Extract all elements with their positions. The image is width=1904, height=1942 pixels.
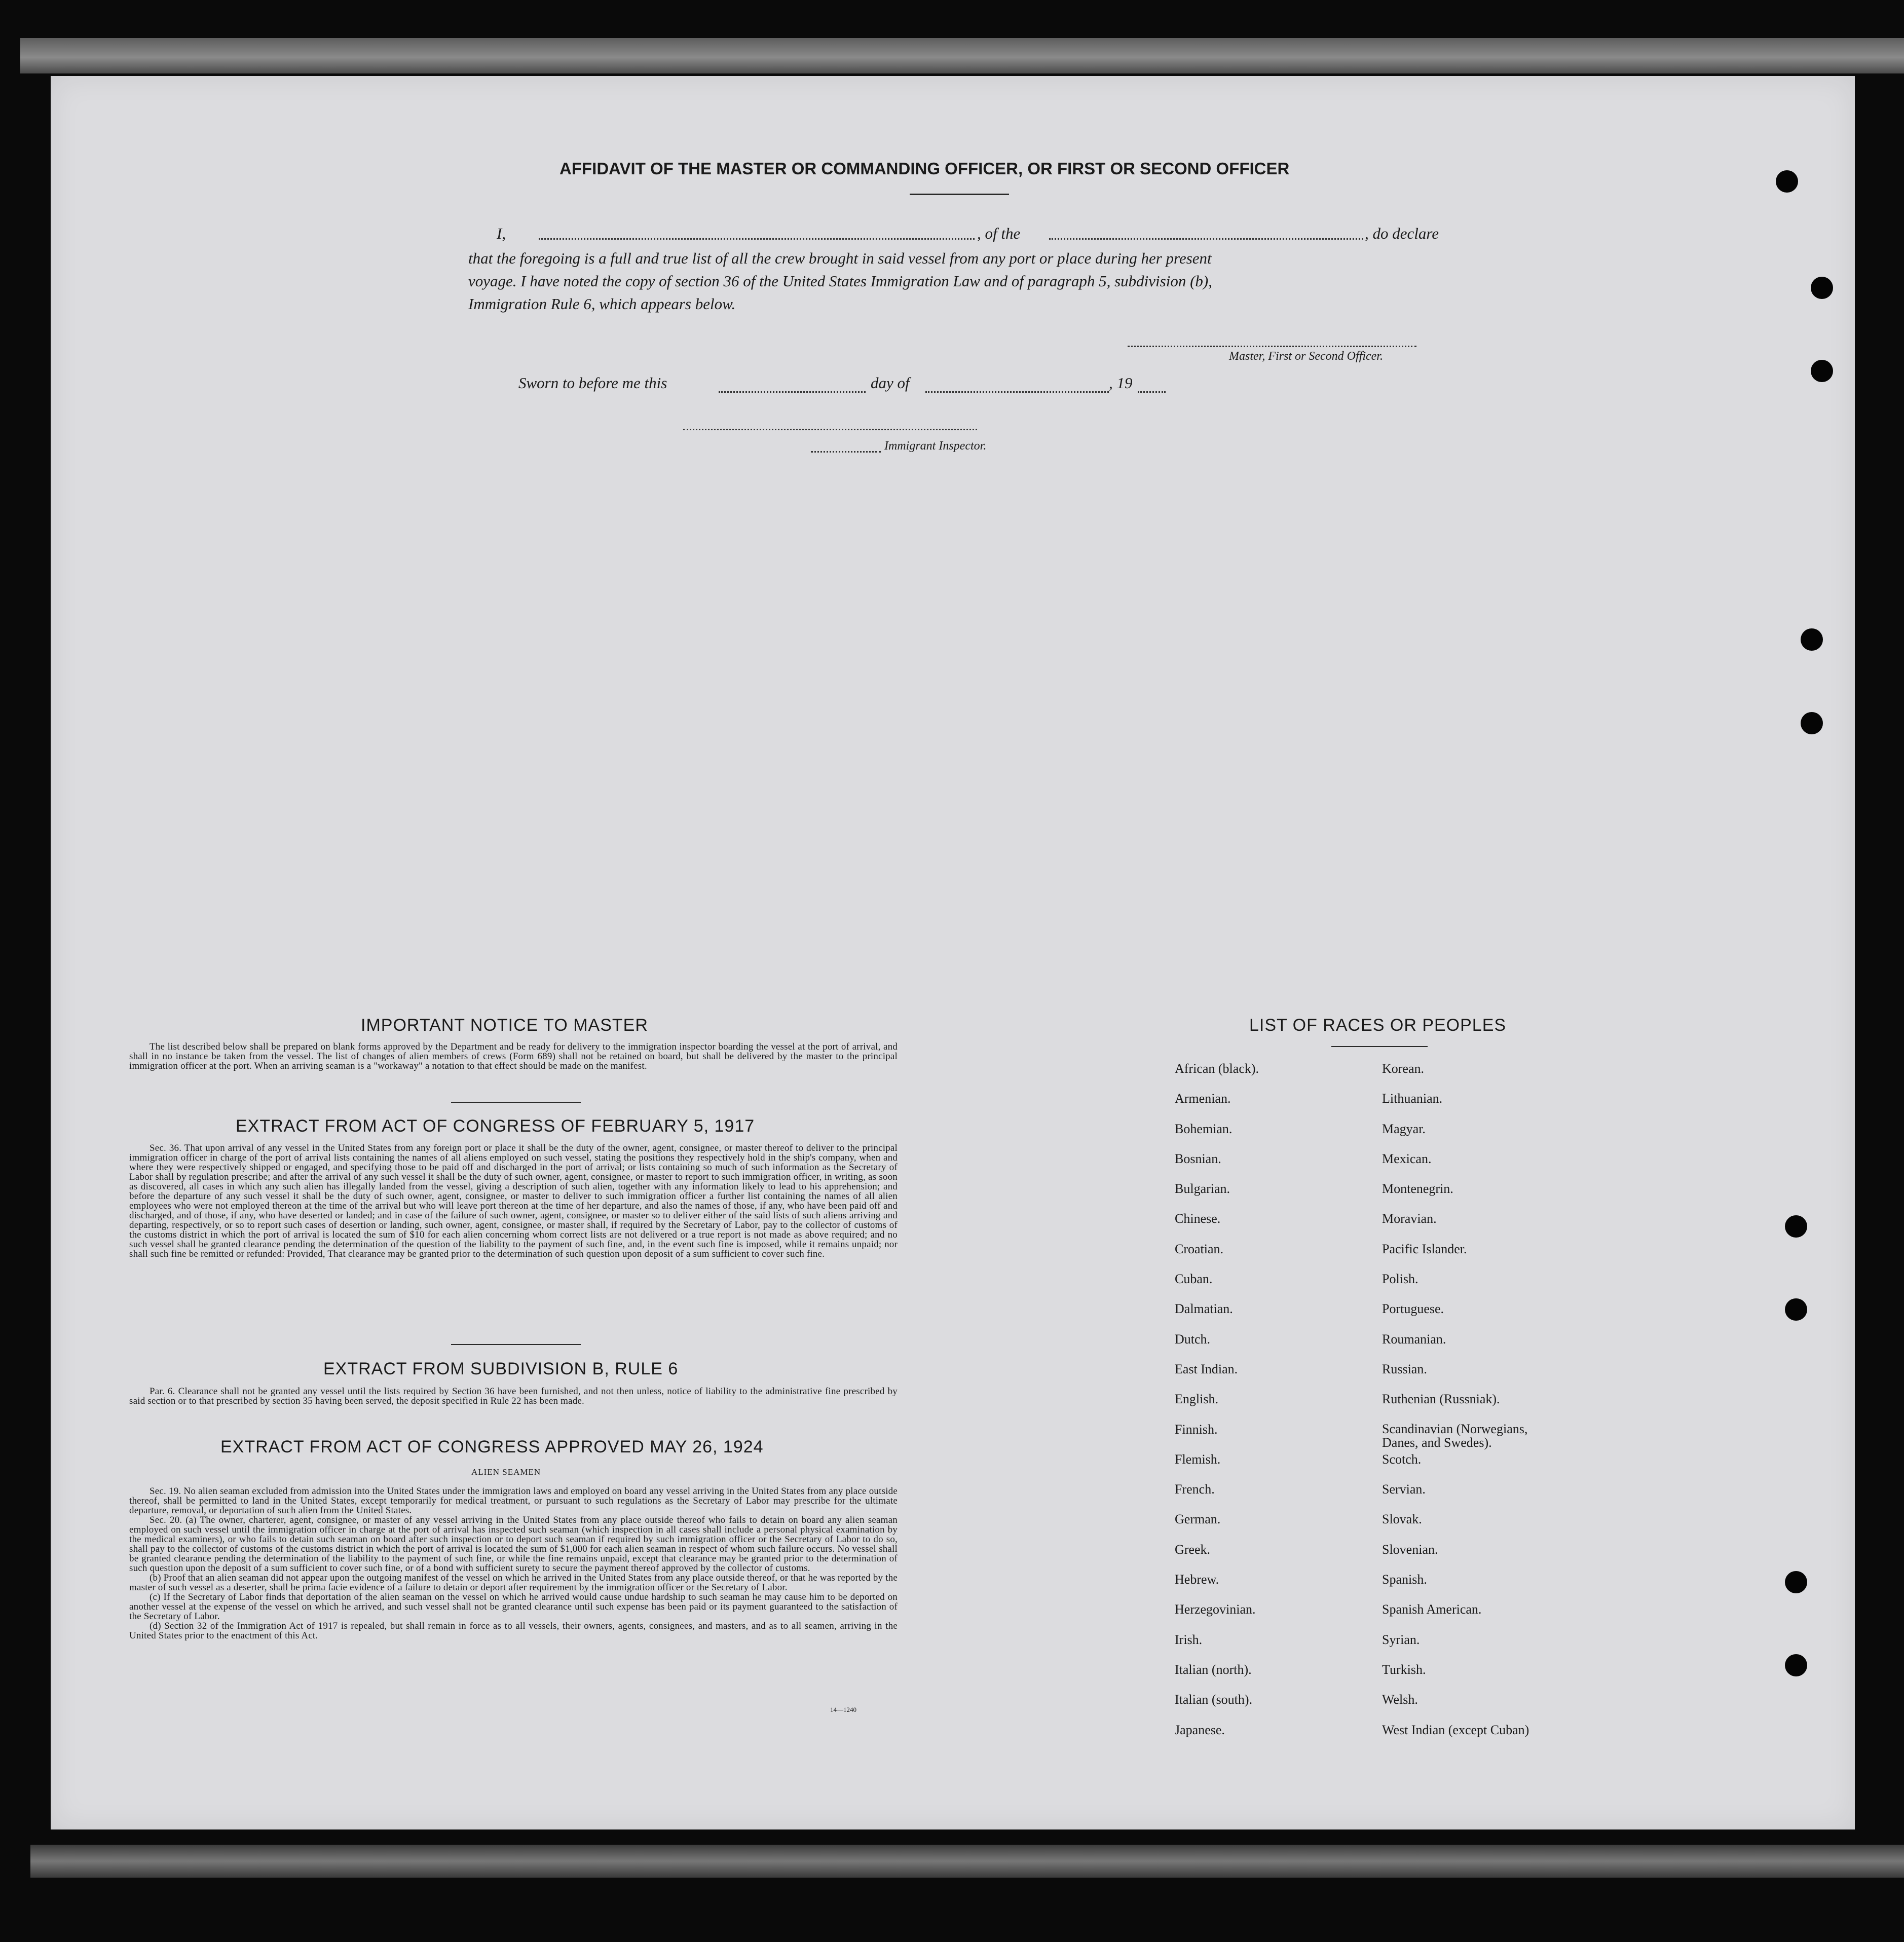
race-item: Herzegovinian. — [1175, 1602, 1256, 1617]
race-item: Armenian. — [1175, 1091, 1231, 1106]
race-item: Pacific Islander. — [1382, 1241, 1467, 1256]
notice-title: IMPORTANT NOTICE TO MASTER — [361, 1016, 648, 1035]
section-divider — [451, 1102, 581, 1103]
race-item: Welsh. — [1382, 1692, 1418, 1707]
inspector-caption: Immigrant Inspector. — [884, 439, 987, 453]
vessel-blank[interactable] — [1049, 238, 1363, 240]
race-item: Korean. — [1382, 1061, 1425, 1076]
race-item: Spanish. — [1382, 1572, 1427, 1587]
binder-hole — [1785, 1298, 1807, 1321]
race-item: Hebrew. — [1175, 1572, 1219, 1587]
extract-1924-paragraph: Sec. 20. (a) The owner, charterer, agent, consignee, or master of any vessel arriving in the United States from any place outside thereof who fails to detain on board any alien seaman employed on such vessel until the immigration officer in charge at the port of arrival has inspected such seaman (which inspection in all cases shall include a personal physical examination by the medical examiners), or who fails to detain such seaman on board after such inspection or to deport such seaman if required by such immigration officer or the Secretary of Labor to do so, shall pay to the collector of customs of the customs district in which the port of arrival is located the sum of $1,000 for each alien seaman in respect of whom such failure occurs. No vessel shall be granted clearance pending the determination of the liability to the payment of such fine, or while the fine remains unpaid, except that clearance may be granted prior to the determination of such question upon the deposit of a sum sufficient to cover such fine, or of a bond with sufficient surety to secure the payment thereof approved by the collector of customs. — [129, 1515, 898, 1574]
affidavit-of-the-label: , of the — [977, 225, 1021, 242]
race-item: German. — [1175, 1512, 1221, 1527]
race-item: Turkish. — [1382, 1662, 1426, 1677]
race-item: Magyar. — [1382, 1121, 1426, 1136]
scan-top-edge — [20, 38, 1904, 73]
race-item: Dalmatian. — [1175, 1301, 1233, 1317]
race-item: East Indian. — [1175, 1361, 1238, 1376]
extract-1917-paragraph: Sec. 36. That upon arrival of any vessel in the United States from any foreign port or place it shall be the duty of the owner, agent, consignee, or master thereof to deliver to the principal immigration officer in charge of the port of arrival lists containing the names of all aliens employed on such vessel, stating the positions they respectively hold in the ship's company, when and where they were respectively shipped or engaged, and specifying those to be paid off and discharged in the port of arrival; or lists containing so much of such information as the Secretary of Labor shall by regulation prescribe; and after the arrival of any such vessel it shall be the duty of such owner, agent, consignee, or master to report to such immigration officer, in writing, as soon as discovered, all cases in which any such alien has illegally landed from the vessel, giving a description of such alien, together with any information likely to lead to his apprehension; and before the departure of any such vessel it shall be the duty of such owner, agent, consignee, or master to deliver to such immigration officer a further list containing the names of all alien employees who were not employed thereon at the time of the arrival but who will leave port thereon at the time of her departure, and also the names of those, if any, who have been paid off and discharged, and of those, if any, who have deserted or landed; and in case of the failure of such owner, agent, consignee, or master so to deliver either of the said lists of such aliens arriving and departing, respectively, or so to report such cases of desertion or landing, such owner, agent, consignee, or master shall, if required by the Secretary of Labor, pay to the collector of customs of the customs district in which the port of arrival is located the sum of $10 for each alien concerning whom correct lists are not delivered or a true report is not made as above required; and no such vessel shall be granted clearance pending the determination of the question of the liability to the payment of such fine, and, in the event such fine is imposed, while it remains unpaid; nor shall such fine be remitted or refunded: Provided, That clearance may be granted prior to the determination of such question upon deposit of a sum sufficient to cover such fine. — [129, 1143, 898, 1259]
race-item: Finnish. — [1175, 1422, 1218, 1437]
binder-hole — [1776, 170, 1798, 193]
extract-1924-paragraph: Sec. 19. No alien seaman excluded from admission into the United States under the immigration laws and employed on board any vessel arriving in the United States from any place outside thereof, shall be permitted to land in the United States, except temporarily for medical treatment, or pursuant to such regulations as the Secretary of Labor may prescribe for the ultimate departure, removal, or deportation of such alien from the United States. — [129, 1486, 898, 1516]
affidavit-title: AFFIDAVIT OF THE MASTER OR COMMANDING OFFICER, OR FIRST OR SECOND OFFICER — [559, 159, 1290, 178]
race-item: Croatian. — [1175, 1241, 1224, 1256]
binder-hole — [1801, 628, 1823, 651]
extract-rule6-title: EXTRACT FROM SUBDIVISION B, RULE 6 — [323, 1359, 679, 1378]
extract-1924-text — [129, 1486, 898, 1640]
section-divider — [451, 1344, 581, 1345]
race-item: Italian (north). — [1175, 1662, 1252, 1677]
sworn-year-label: , 19 — [1109, 374, 1133, 392]
race-item: Montenegrin. — [1382, 1181, 1453, 1197]
race-item: West Indian (except Cuban) — [1382, 1722, 1529, 1737]
race-item: Russian. — [1382, 1361, 1427, 1376]
race-item: Bohemian. — [1175, 1121, 1233, 1136]
affidavit-text-line: voyage. I have noted the copy of section 36 of the United States Immigration Law and of paragraph 5, subdivision (b), — [468, 272, 1212, 290]
inspector-signature-lead — [811, 451, 881, 453]
binder-hole — [1785, 1654, 1807, 1676]
sworn-year-blank[interactable] — [1138, 391, 1166, 393]
race-item: Japanese. — [1175, 1722, 1225, 1737]
affidavit-text-line: that the foregoing is a full and true list of all the crew brought in said vessel from any port or place during her present — [468, 249, 1212, 267]
race-item: English. — [1175, 1392, 1218, 1407]
races-left-column — [1175, 1061, 1259, 1752]
race-item: Lithuanian. — [1382, 1091, 1443, 1106]
race-item: Cuban. — [1175, 1272, 1213, 1287]
extract-rule6-paragraph: Par. 6. Clearance shall not be granted any vessel until the lists required by Section 36 have been furnished, and not then unless, notice of liability to the administrative fine prescribed by said section or to that prescribed by section 35 having been served, the deposit specified in Rule 22 has been made. — [129, 1386, 898, 1406]
affidavit-i-label: I, — [497, 225, 506, 242]
affidavit-text-line: Immigration Rule 6, which appears below. — [468, 295, 736, 313]
binder-hole — [1811, 277, 1833, 299]
race-item: Bulgarian. — [1175, 1181, 1230, 1197]
officer-signature-blank[interactable] — [1128, 346, 1416, 347]
race-item: Moravian. — [1382, 1211, 1437, 1226]
sworn-prefix: Sworn to before me this — [518, 374, 667, 392]
binder-hole — [1801, 712, 1823, 734]
race-item: Dutch. — [1175, 1331, 1211, 1347]
race-item: Slovak. — [1382, 1512, 1422, 1527]
inspector-signature-blank[interactable] — [683, 429, 977, 430]
extract-1924-paragraph: (b) Proof that an alien seaman did not appear upon the outgoing manifest of the vessel on which he arrived in the United States from any place outside thereof, or that he was reported by the master of such vessel as a deserter, shall be prima facie evidence of a failure to detain or deport after requirement by the immigration officer or the Secretary of Labor. — [129, 1573, 898, 1593]
race-item: Portuguese. — [1382, 1301, 1444, 1317]
extract-1917-title: EXTRACT FROM ACT OF CONGRESS OF FEBRUARY 5, 1917 — [236, 1116, 755, 1136]
extract-1924-paragraph: (c) If the Secretary of Labor finds that deportation of the alien seaman on the vessel on which he arrived would cause undue hardship to such seaman he may cause him to be deported on another vessel at the expense of the vessel on which he arrived, and such vessel shall not be granted clearance until such expense has been paid or its payment guaranteed to the satisfaction of the Secretary of Labor. — [129, 1592, 898, 1622]
sworn-day-blank[interactable] — [719, 391, 866, 393]
extract-rule6-text — [129, 1387, 898, 1406]
races-right-column — [1382, 1061, 1564, 1752]
sworn-day-of-label: day of — [871, 374, 910, 392]
notice-paragraph: The list described below shall be prepared on blank forms approved by the Department and be ready for delivery to the immigration inspector boarding the vessel at the port of arrival, and shall in no instance be taken from the vessel. The list of changes of alien members of crews (Form 689) shall not be retained on board, but shall be delivered by the master to the principal immigration officer at the port. When an arriving seaman is a "workaway" a notation to that effect should be made on the manifest. — [129, 1041, 898, 1071]
extract-1924-subtitle: ALIEN SEAMEN — [471, 1467, 541, 1477]
race-item: Chinese. — [1175, 1211, 1221, 1226]
race-item: Italian (south). — [1175, 1692, 1253, 1707]
race-item: Spanish American. — [1382, 1602, 1482, 1617]
race-item: Bosnian. — [1175, 1151, 1221, 1166]
binder-hole — [1811, 360, 1833, 382]
race-item: African (black). — [1175, 1061, 1259, 1076]
race-item: Polish. — [1382, 1272, 1418, 1287]
race-item: Ruthenian (Russniak). — [1382, 1392, 1500, 1407]
races-title: LIST OF RACES OR PEOPLES — [1249, 1016, 1507, 1035]
officer-signature-caption: Master, First or Second Officer. — [1229, 350, 1383, 363]
race-item: Flemish. — [1175, 1451, 1221, 1467]
sworn-month-blank[interactable] — [925, 391, 1109, 393]
affidavit-declare-label: , do declare — [1365, 225, 1439, 242]
scan-bottom-edge — [30, 1845, 1904, 1878]
race-item: Scotch. — [1382, 1451, 1422, 1467]
extract-1917-text — [129, 1143, 898, 1259]
race-item: Slovenian. — [1382, 1542, 1438, 1557]
title-underline — [910, 194, 1009, 195]
binder-hole — [1785, 1215, 1807, 1238]
extract-1924-paragraph: (d) Section 32 of the Immigration Act of 1917 is repealed, but shall remain in force as to all vessels, their owners, agents, consignees, and masters, and as to all seamen, arriving in the United States prior to the enactment of this Act. — [129, 1621, 898, 1641]
race-item: Greek. — [1175, 1542, 1211, 1557]
notice-text — [129, 1042, 898, 1071]
name-blank[interactable] — [539, 238, 975, 240]
race-item: Mexican. — [1382, 1151, 1432, 1166]
race-item: Syrian. — [1382, 1632, 1420, 1647]
form-number: 14—1240 — [830, 1706, 856, 1713]
race-item: Scandinavian (Norwegians, Danes, and Swedes). — [1382, 1421, 1528, 1450]
races-title-underline — [1331, 1046, 1428, 1047]
race-item: Irish. — [1175, 1632, 1203, 1647]
binder-hole — [1785, 1571, 1807, 1593]
race-item: Roumanian. — [1382, 1331, 1446, 1347]
extract-1924-title: EXTRACT FROM ACT OF CONGRESS APPROVED MAY 26, 1924 — [220, 1437, 764, 1456]
race-item: French. — [1175, 1482, 1215, 1497]
race-item: Servian. — [1382, 1482, 1426, 1497]
